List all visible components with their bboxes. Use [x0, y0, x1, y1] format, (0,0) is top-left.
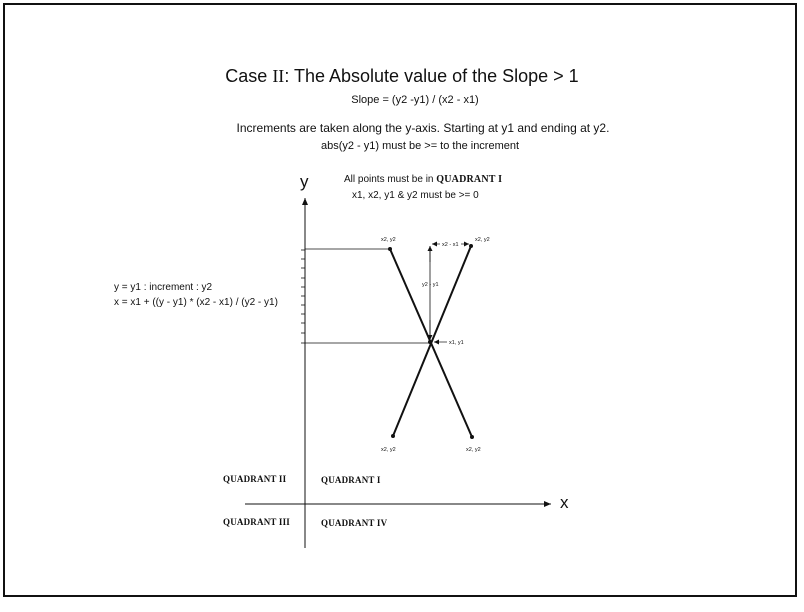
y-axis-ticks	[301, 250, 305, 343]
label-bottom-left: x2, y2	[381, 447, 396, 453]
nonnegative-note: x1, x2, y1 & y2 must be >= 0	[352, 190, 479, 201]
x-formula: x = x1 + ((y - y1) * (x2 - x1) / (y2 - y1)	[114, 297, 278, 308]
quadrant-requirement-note: All points must be in QUADRANT I	[344, 174, 503, 185]
point-top-right	[469, 244, 473, 248]
quadrant-iv-label: QUADRANT IV	[321, 518, 388, 528]
label-top-left: x2, y2	[381, 237, 396, 243]
y-axis-label: y	[300, 172, 309, 191]
point-bottom-left	[391, 434, 395, 438]
label-bottom-right: x2, y2	[466, 447, 481, 453]
label-center: x1, y1	[449, 340, 464, 346]
abs-condition-text: abs(y2 - y1) must be >= to the increment	[320, 140, 520, 152]
slope-formula: Slope = (y2 -y1) / (x2 - x1)	[351, 94, 479, 106]
label-top-right: x2, y2	[475, 237, 490, 243]
quadrant-i-label: QUADRANT I	[321, 475, 381, 485]
slide-title: Case II: The Absolute value of the Slope > 1	[225, 66, 579, 86]
dy-label: y2 - y1	[422, 282, 439, 288]
increments-text: Increments are taken along the y-axis. Starting at y1 and ending at y2.	[236, 121, 610, 135]
x-axis-label: x	[560, 493, 569, 512]
quadrant-ii-label: QUADRANT II	[223, 474, 287, 484]
loop-formula: y = y1 : increment : y2	[114, 282, 213, 293]
point-top-left	[388, 247, 392, 251]
dx-label: x2 - x1	[442, 242, 459, 248]
quadrant-iii-label: QUADRANT III	[223, 517, 290, 527]
point-center	[428, 340, 432, 344]
point-bottom-right	[470, 435, 474, 439]
